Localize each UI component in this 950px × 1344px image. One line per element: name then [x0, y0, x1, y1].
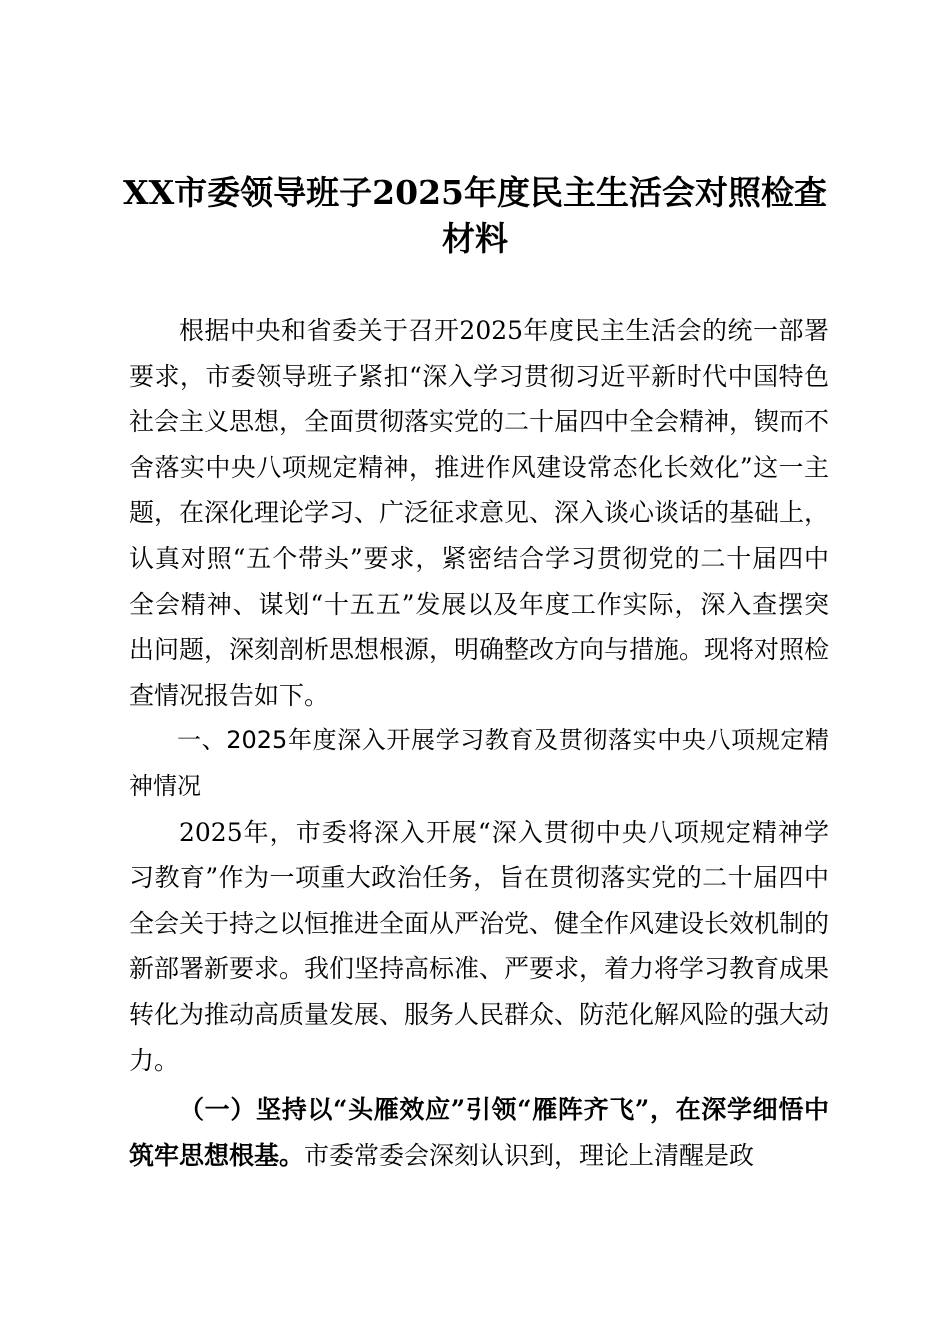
section-paragraph: 2025年，市委将深入开展“深入贯彻中央八项规定精神学习教育”作为一项重大政治任务，旨在贯彻落实党的二十届四中全会关于持之以恒推进全面从严治党、健全作风建设长效机制的新部署新要求。我们坚持高标准、严要求，着力将学习教育成果转化为推动高质量发展、服务人民群众、防范化解风险的强大动力。 — [129, 817, 830, 1075]
section-heading: 一、2025年度深入开展学习教育及贯彻落实中央八项规定精神情况 — [129, 726, 829, 800]
document-title: XX市委领导班子2025年度民主生活会对照检查材料 — [122, 173, 828, 258]
document-body — [129, 308, 829, 1178]
intro-paragraph: 根据中央和省委关于召开2025年度民主生活会的统一部署要求，市委领导班子紧扣“深入学习贯彻习近平新时代中国特色社会主义思想，全面贯彻落实党的二十届四中全会精神，锲而不舍落实中央八项规定精神，推进作风建设常态化长效化”这一主题，在深化理论学习、广泛征求意见、深入谈心谈话的基础上，认真对照“五个带头”要求，紧密结合学习贯彻党的二十届四中全会精神、谋划“十五五”发展以及年度工作实际，深入查摆突出问题，深刻剖析思想根源，明确整改方向与措施。现将对照检查情况报告如下。 — [129, 316, 830, 710]
subsection-paragraph — [129, 1087, 829, 1178]
subsection-text: 市委常委会深刻认识到，理论上清醒是政 — [304, 1140, 755, 1170]
subsection-heading: （一）坚持以“头雁效应”引领“雁阵齐飞”，在深学细悟中筑牢思想根基。 — [129, 1095, 829, 1170]
